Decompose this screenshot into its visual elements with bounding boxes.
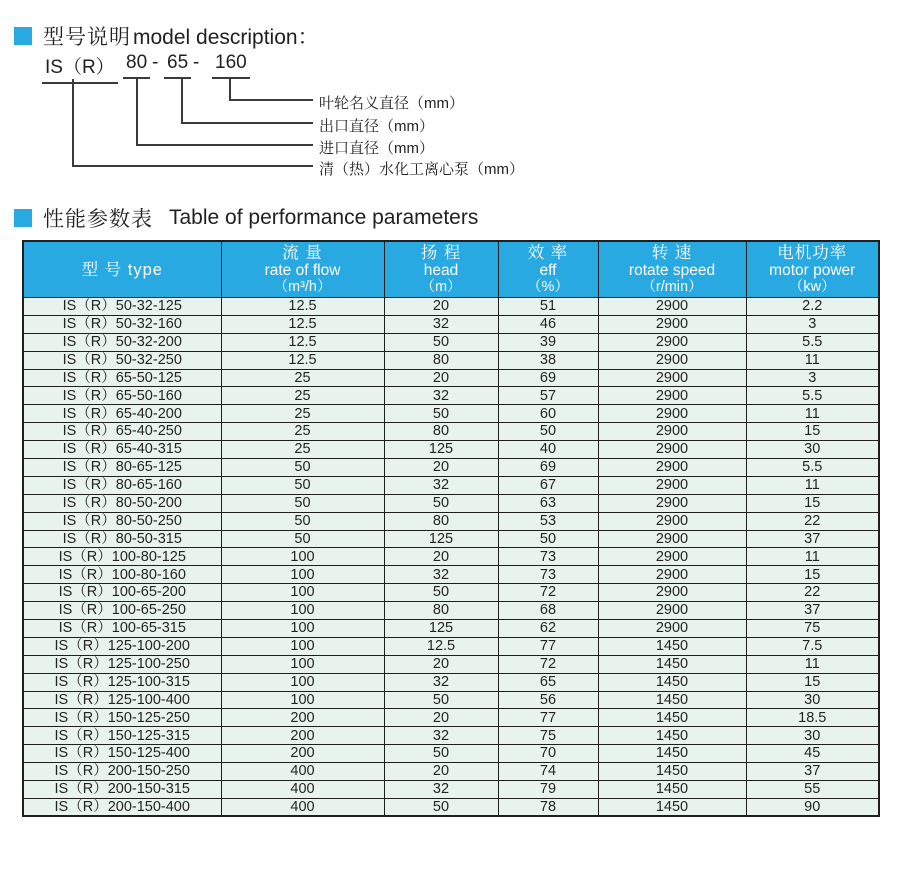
cell-eff: 79 <box>498 781 598 799</box>
performance-table <box>22 240 880 817</box>
cell-speed: 2900 <box>598 530 746 548</box>
cell-flow: 50 <box>221 512 384 530</box>
connector-line-pump <box>72 79 313 167</box>
cell-type: IS（R）80-65-125 <box>23 459 221 477</box>
cell-flow: 12.5 <box>221 315 384 333</box>
performance-table-head <box>23 241 879 298</box>
cell-eff: 65 <box>498 673 598 691</box>
cell-flow: 100 <box>221 637 384 655</box>
column-header-speed <box>598 241 746 298</box>
cell-head: 32 <box>384 727 498 745</box>
cell-speed: 1450 <box>598 781 746 799</box>
cell-power: 45 <box>746 745 879 763</box>
table-row <box>23 798 879 816</box>
table-row <box>23 333 879 351</box>
cell-type: IS（R）100-65-250 <box>23 602 221 620</box>
cell-type: IS（R）50-32-160 <box>23 315 221 333</box>
cell-power: 3 <box>746 315 879 333</box>
cell-power: 3 <box>746 369 879 387</box>
cell-flow: 25 <box>221 369 384 387</box>
cell-speed: 2900 <box>598 423 746 441</box>
cell-flow: 100 <box>221 566 384 584</box>
table-row <box>23 655 879 673</box>
column-header-head <box>384 241 498 298</box>
model-code-diagram <box>0 0 900 200</box>
header-row <box>23 241 879 298</box>
cell-eff: 77 <box>498 637 598 655</box>
cell-power: 15 <box>746 423 879 441</box>
table-row <box>23 602 879 620</box>
table-row <box>23 459 879 477</box>
cell-type: IS（R）50-32-250 <box>23 351 221 369</box>
cell-head: 20 <box>384 709 498 727</box>
cell-flow: 50 <box>221 494 384 512</box>
cell-speed: 2900 <box>598 441 746 459</box>
cell-power: 15 <box>746 673 879 691</box>
cell-speed: 1450 <box>598 727 746 745</box>
cell-flow: 50 <box>221 476 384 494</box>
cell-head: 125 <box>384 530 498 548</box>
cell-power: 18.5 <box>746 709 879 727</box>
cell-head: 32 <box>384 673 498 691</box>
cell-eff: 78 <box>498 798 598 816</box>
cell-speed: 1450 <box>598 637 746 655</box>
performance-title-zh: 性能参数表 <box>43 208 153 231</box>
cell-flow: 25 <box>221 387 384 405</box>
table-row <box>23 637 879 655</box>
cell-head: 50 <box>384 745 498 763</box>
cell-eff: 72 <box>498 584 598 602</box>
cell-head: 50 <box>384 405 498 423</box>
cell-speed: 2900 <box>598 602 746 620</box>
cell-power: 11 <box>746 405 879 423</box>
cell-flow: 25 <box>221 423 384 441</box>
cell-type: IS（R）100-65-200 <box>23 584 221 602</box>
cell-eff: 39 <box>498 333 598 351</box>
cell-flow: 100 <box>221 620 384 638</box>
cell-type: IS（R）65-40-200 <box>23 405 221 423</box>
cell-flow: 400 <box>221 763 384 781</box>
cell-flow: 12.5 <box>221 333 384 351</box>
label-pump-type: 清（热）水化工离心泵（mm） <box>319 161 524 178</box>
column-header-text: 扬 程 <box>420 244 462 262</box>
cell-type: IS（R）65-50-160 <box>23 387 221 405</box>
cell-power: 22 <box>746 512 879 530</box>
label-impeller-diameter: 叶轮名义直径（mm） <box>319 95 464 112</box>
cell-flow: 100 <box>221 584 384 602</box>
cell-eff: 57 <box>498 387 598 405</box>
cell-flow: 400 <box>221 798 384 816</box>
cell-flow: 200 <box>221 709 384 727</box>
column-header-type <box>23 241 221 298</box>
cell-speed: 1450 <box>598 673 746 691</box>
cell-power: 5.5 <box>746 459 879 477</box>
cell-head: 80 <box>384 351 498 369</box>
model-code-inlet: 80 <box>123 52 150 79</box>
performance-section-header <box>14 203 478 233</box>
cell-type: IS（R）125-100-315 <box>23 673 221 691</box>
cell-flow: 200 <box>221 727 384 745</box>
cell-head: 50 <box>384 798 498 816</box>
cell-eff: 73 <box>498 566 598 584</box>
cell-type: IS（R）80-50-315 <box>23 530 221 548</box>
cell-head: 20 <box>384 298 498 316</box>
cell-type: IS（R）200-150-400 <box>23 798 221 816</box>
cell-eff: 46 <box>498 315 598 333</box>
cell-type: IS（R）125-100-250 <box>23 655 221 673</box>
cell-flow: 12.5 <box>221 298 384 316</box>
column-header-text: motor power <box>769 262 856 279</box>
label-inlet-diameter: 进口直径（mm） <box>319 140 434 157</box>
table-row <box>23 691 879 709</box>
model-code-series: IS（R） <box>42 52 118 84</box>
cell-eff: 72 <box>498 655 598 673</box>
cell-head: 32 <box>384 387 498 405</box>
cell-flow: 100 <box>221 602 384 620</box>
cell-eff: 50 <box>498 530 598 548</box>
cell-type: IS（R）150-125-400 <box>23 745 221 763</box>
table-row <box>23 781 879 799</box>
cell-speed: 2900 <box>598 369 746 387</box>
cell-head: 20 <box>384 655 498 673</box>
cell-speed: 2900 <box>598 387 746 405</box>
cell-eff: 50 <box>498 423 598 441</box>
cell-power: 30 <box>746 727 879 745</box>
cell-type: IS（R）150-125-250 <box>23 709 221 727</box>
cell-type: IS（R）65-50-125 <box>23 369 221 387</box>
column-header-eff <box>498 241 598 298</box>
table-row <box>23 298 879 316</box>
cell-power: 7.5 <box>746 637 879 655</box>
cell-type: IS（R）125-100-400 <box>23 691 221 709</box>
model-description-title-zh: 型号说明 <box>43 26 131 49</box>
table-row <box>23 405 879 423</box>
cell-power: 11 <box>746 476 879 494</box>
column-header-flow <box>221 241 384 298</box>
model-description-title-en: model description： <box>133 26 319 49</box>
cell-speed: 1450 <box>598 655 746 673</box>
cell-head: 20 <box>384 369 498 387</box>
cell-eff: 62 <box>498 620 598 638</box>
table-row <box>23 476 879 494</box>
cell-speed: 1450 <box>598 691 746 709</box>
cell-flow: 100 <box>221 673 384 691</box>
cell-speed: 1450 <box>598 763 746 781</box>
cell-type: IS（R）50-32-200 <box>23 333 221 351</box>
cell-power: 30 <box>746 441 879 459</box>
cell-eff: 60 <box>498 405 598 423</box>
cell-speed: 2900 <box>598 494 746 512</box>
cell-head: 125 <box>384 441 498 459</box>
cell-type: IS（R）65-40-250 <box>23 423 221 441</box>
cell-eff: 69 <box>498 369 598 387</box>
table-row <box>23 745 879 763</box>
column-header-text: head <box>423 262 459 279</box>
table-row <box>23 315 879 333</box>
table-row <box>23 673 879 691</box>
cell-eff: 53 <box>498 512 598 530</box>
cell-type: IS（R）80-65-160 <box>23 476 221 494</box>
cell-flow: 25 <box>221 441 384 459</box>
cell-flow: 100 <box>221 548 384 566</box>
table-row <box>23 566 879 584</box>
cell-eff: 56 <box>498 691 598 709</box>
cell-eff: 38 <box>498 351 598 369</box>
column-header-text: 转 速 <box>651 244 693 262</box>
cell-eff: 68 <box>498 602 598 620</box>
cell-eff: 74 <box>498 763 598 781</box>
cell-type: IS（R）100-65-315 <box>23 620 221 638</box>
cell-power: 90 <box>746 798 879 816</box>
cell-type: IS（R）80-50-200 <box>23 494 221 512</box>
column-header-text: 型 号 type <box>81 260 163 279</box>
cell-power: 11 <box>746 548 879 566</box>
cell-eff: 67 <box>498 476 598 494</box>
table-row <box>23 548 879 566</box>
cell-speed: 1450 <box>598 709 746 727</box>
cell-head: 125 <box>384 620 498 638</box>
cell-speed: 2900 <box>598 333 746 351</box>
label-outlet-diameter: 出口直径（mm） <box>319 118 434 135</box>
cell-head: 80 <box>384 602 498 620</box>
cell-flow: 12.5 <box>221 351 384 369</box>
table-row <box>23 441 879 459</box>
cell-flow: 100 <box>221 691 384 709</box>
cell-power: 55 <box>746 781 879 799</box>
cell-eff: 70 <box>498 745 598 763</box>
cell-type: IS（R）125-100-200 <box>23 637 221 655</box>
cell-type: IS（R）80-50-250 <box>23 512 221 530</box>
cell-power: 37 <box>746 602 879 620</box>
cell-flow: 25 <box>221 405 384 423</box>
column-header-text: （m） <box>420 279 462 295</box>
cell-power: 11 <box>746 655 879 673</box>
performance-table-body <box>23 298 879 817</box>
cell-speed: 2900 <box>598 315 746 333</box>
cell-speed: 2900 <box>598 548 746 566</box>
cell-speed: 1450 <box>598 798 746 816</box>
column-header-text: 电机功率 <box>777 244 848 262</box>
table-row <box>23 727 879 745</box>
cell-type: IS（R）200-150-250 <box>23 763 221 781</box>
column-header-text: 流 量 <box>282 244 323 262</box>
cell-head: 20 <box>384 763 498 781</box>
cell-type: IS（R）65-40-315 <box>23 441 221 459</box>
cell-speed: 2900 <box>598 476 746 494</box>
table-row <box>23 494 879 512</box>
cell-head: 50 <box>384 584 498 602</box>
table-row <box>23 387 879 405</box>
cell-head: 50 <box>384 333 498 351</box>
cell-eff: 73 <box>498 548 598 566</box>
cell-power: 22 <box>746 584 879 602</box>
table-row <box>23 763 879 781</box>
cell-head: 80 <box>384 423 498 441</box>
table-row <box>23 351 879 369</box>
column-header-power <box>746 241 879 298</box>
cell-speed: 2900 <box>598 584 746 602</box>
cell-power: 5.5 <box>746 387 879 405</box>
cell-speed: 2900 <box>598 405 746 423</box>
cell-speed: 2900 <box>598 459 746 477</box>
performance-title-en: Table of performance parameters <box>169 206 479 229</box>
cell-eff: 63 <box>498 494 598 512</box>
cell-flow: 100 <box>221 655 384 673</box>
cell-power: 11 <box>746 351 879 369</box>
model-code-separator: - <box>193 52 200 73</box>
cell-type: IS（R）100-80-125 <box>23 548 221 566</box>
column-header-text: （m³/h） <box>273 279 332 295</box>
cell-flow: 400 <box>221 781 384 799</box>
cell-type: IS（R）100-80-160 <box>23 566 221 584</box>
column-header-text: （%） <box>527 279 569 295</box>
cell-head: 50 <box>384 494 498 512</box>
column-header-text: （kw） <box>788 279 836 295</box>
cell-eff: 51 <box>498 298 598 316</box>
cell-type: IS（R）50-32-125 <box>23 298 221 316</box>
cell-head: 80 <box>384 512 498 530</box>
table-row <box>23 423 879 441</box>
cell-speed: 2900 <box>598 620 746 638</box>
column-header-text: 效 率 <box>527 244 569 262</box>
cell-head: 20 <box>384 459 498 477</box>
section-bullet-icon <box>14 209 32 227</box>
cell-head: 20 <box>384 548 498 566</box>
model-code-separator: - <box>152 52 159 73</box>
column-header-text: eff <box>539 262 557 279</box>
cell-power: 75 <box>746 620 879 638</box>
cell-head: 32 <box>384 476 498 494</box>
cell-power: 37 <box>746 530 879 548</box>
cell-speed: 2900 <box>598 298 746 316</box>
cell-eff: 77 <box>498 709 598 727</box>
cell-flow: 50 <box>221 530 384 548</box>
column-header-text: rate of flow <box>264 262 341 279</box>
cell-eff: 75 <box>498 727 598 745</box>
cell-power: 30 <box>746 691 879 709</box>
cell-head: 32 <box>384 315 498 333</box>
cell-eff: 40 <box>498 441 598 459</box>
cell-speed: 2900 <box>598 512 746 530</box>
cell-speed: 2900 <box>598 351 746 369</box>
cell-flow: 200 <box>221 745 384 763</box>
cell-speed: 2900 <box>598 566 746 584</box>
table-row <box>23 369 879 387</box>
cell-head: 32 <box>384 566 498 584</box>
table-row <box>23 530 879 548</box>
model-code-outlet: 65 <box>164 52 191 79</box>
cell-type: IS（R）150-125-315 <box>23 727 221 745</box>
cell-head: 50 <box>384 691 498 709</box>
cell-power: 5.5 <box>746 333 879 351</box>
cell-speed: 1450 <box>598 745 746 763</box>
cell-head: 32 <box>384 781 498 799</box>
cell-type: IS（R）200-150-315 <box>23 781 221 799</box>
table-row <box>23 709 879 727</box>
cell-power: 2.2 <box>746 298 879 316</box>
cell-power: 15 <box>746 566 879 584</box>
cell-power: 15 <box>746 494 879 512</box>
table-row <box>23 620 879 638</box>
table-row <box>23 584 879 602</box>
cell-head: 12.5 <box>384 637 498 655</box>
cell-flow: 50 <box>221 459 384 477</box>
model-code-impeller: 160 <box>212 52 250 79</box>
cell-eff: 69 <box>498 459 598 477</box>
column-header-text: （r/min） <box>641 279 703 295</box>
table-row <box>23 512 879 530</box>
column-header-text: rotate speed <box>628 262 716 279</box>
cell-power: 37 <box>746 763 879 781</box>
